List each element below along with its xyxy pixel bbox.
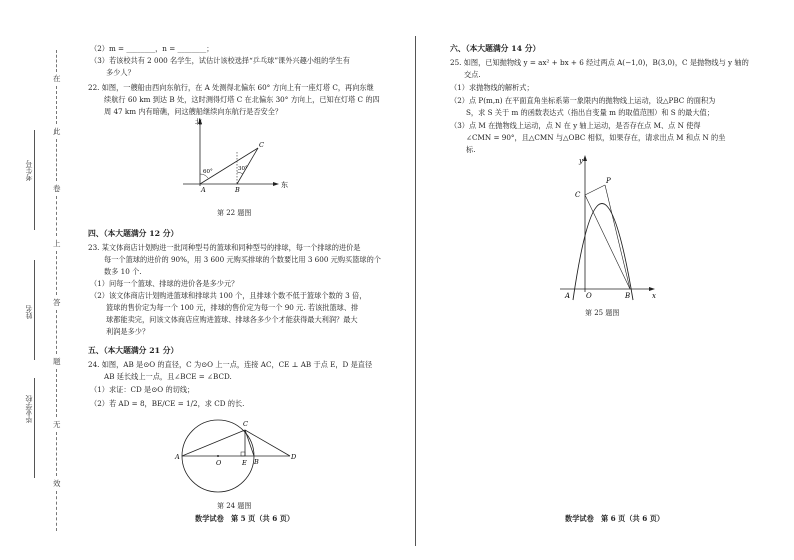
q22-line1: 22. 如图，一艘船由西向东航行，在 A 处测得北偏东 60° 方向上有一座灯塔 C，再向东继 xyxy=(88,83,374,92)
q23-part2-line2: 篮球的售价定为每一个 100 元，排球的售价定为每一个 90 元. 若该批篮球、排 xyxy=(106,303,359,312)
q25-part3-line1: （3）点 M 在抛物线上运动，点 N 在 y 轴上运动，是否存在点 M、点 N 使得 xyxy=(450,121,701,130)
margin-dash xyxy=(56,139,57,181)
angle-arc-b xyxy=(237,172,243,174)
q24-part1: （1）求证：CD 是⊙O 的切线； xyxy=(90,385,195,394)
center-dot xyxy=(217,455,219,457)
section-4-heading: 四、（本大题满分 12 分） xyxy=(88,229,179,238)
label-b: B xyxy=(254,458,259,466)
caption-fig24: 第 24 题图 xyxy=(217,502,252,510)
fill-line xyxy=(34,260,35,360)
line-cb xyxy=(245,430,254,456)
q23-line1: 23. 某文体商店计划购进一批同种型号的篮球和同种型号的排球，每一个排球的进价是 xyxy=(88,243,361,252)
label-o: O xyxy=(586,292,592,300)
x-arrow-icon xyxy=(649,287,655,291)
label-c: C xyxy=(575,191,581,199)
q25-part3-line2: ∠CMN = 90°，且△CMN 与△OBC 相似，如果存在，请求出点 M 和点 N 的坐 xyxy=(466,133,726,142)
label-school: 毕业学校 xyxy=(25,395,33,423)
label-o: O xyxy=(216,459,222,467)
margin-dash xyxy=(56,369,57,417)
label-a: A xyxy=(201,186,206,194)
label-b: B xyxy=(625,292,631,300)
q25-part3-line3: 标. xyxy=(466,145,476,154)
line-pb xyxy=(605,185,630,289)
q24-part2: （2）若 AD = 8，BE/CE = 1/2，求 CD 的长. xyxy=(90,399,245,408)
label-y: y xyxy=(579,157,583,165)
label-exam-number: 考生号 xyxy=(25,160,33,181)
line-ac xyxy=(182,430,245,456)
figure-24 xyxy=(172,412,302,497)
label-e: E xyxy=(242,459,247,467)
footer-page6: 数学试卷 第 6 页（共 6 页） xyxy=(565,514,665,523)
margin-dash xyxy=(56,86,57,124)
q23-part1: （1）问每一个篮球、排球的进价各是多少元？ xyxy=(90,279,239,288)
q23-line3: 数多 10 个. xyxy=(104,267,142,276)
q21-part3-line2: 多少人？ xyxy=(106,68,135,77)
figure-22 xyxy=(175,112,295,197)
label-c: C xyxy=(243,420,248,428)
q22-line2: 续航行 60 km 到达 B 处，这时测得灯塔 C 在北偏东 30° 方向上，已知在灯塔 C 的四 xyxy=(104,95,380,104)
margin-dash xyxy=(56,50,57,72)
figure-25 xyxy=(555,152,670,302)
page-divider xyxy=(415,36,416,546)
q22-line3: 周 47 km 内有暗礁，问这艘船继续向东航行是否安全？ xyxy=(104,107,283,116)
margin-dash xyxy=(56,491,57,531)
q25-part2-line1: （2）点 P(m,n) 在平面直角坐标系第一象限内的抛物线上运动，设△PBC 的面积为 xyxy=(450,96,716,105)
q25-line2: 交点. xyxy=(464,70,481,79)
label-d: D xyxy=(291,453,297,461)
q23-part2-line3: 球都能卖完，问该文体商店应购进篮球、排球各多少个才能获得最大利润？最大 xyxy=(106,315,358,324)
q21-part3-line1: （3）若该校共有 2 000 名学生，试估计该校选择“乒乓球”课外兴趣小组的学生有 xyxy=(90,56,350,65)
label-angle-30: 30° xyxy=(238,166,248,172)
label-x: x xyxy=(652,292,656,300)
seal-char: 题 xyxy=(53,357,61,366)
seal-char: 此 xyxy=(53,127,61,136)
y-arrow-icon xyxy=(583,155,587,161)
q25-line1: 25. 如图，已知抛物线 y = ax² + bx + 6 经过两点 A(−1,0)，B(3,0)，C 是抛物线与 y 轴的 xyxy=(450,58,749,67)
label-p: P xyxy=(606,177,611,185)
seal-char: 上 xyxy=(53,239,61,248)
q23-line2: 每一个篮球的进价的 90%，用 3 600 元购买排球的个数要比用 3 600 元购买篮球的个 xyxy=(104,255,381,264)
parabola xyxy=(573,204,633,301)
margin-dash xyxy=(56,251,57,295)
q21-part2: （2）m = ________，n = ________； xyxy=(90,44,214,53)
label-c: C xyxy=(259,141,264,149)
margin-dash xyxy=(56,432,57,476)
q23-part2-line4: 利润是多少？ xyxy=(106,327,150,336)
caption-fig25: 第 25 题图 xyxy=(585,309,620,317)
label-a: A xyxy=(565,292,571,300)
seal-char: 效 xyxy=(53,479,61,488)
label-angle-60: 60° xyxy=(203,169,213,175)
east-arrow-icon xyxy=(273,182,279,186)
section-5-heading: 五、（本大题满分 21 分） xyxy=(88,346,179,355)
fill-line xyxy=(34,130,35,230)
seal-char: 答 xyxy=(53,298,61,307)
label-b: B xyxy=(235,186,240,194)
section-6-heading: 六、（本大题满分 14 分） xyxy=(450,44,541,53)
q25-part1: （1）求抛物线的解析式； xyxy=(450,83,534,92)
line-ac xyxy=(200,148,258,184)
seal-char: 卷 xyxy=(53,184,61,193)
footer-page5: 数学试卷 第 5 页（共 6 页） xyxy=(195,514,295,523)
label-a: A xyxy=(175,453,180,461)
seal-char: 在 xyxy=(53,74,61,83)
q25-part2-line2: S，求 S 关于 m 的函数表达式（指出自变量 m 的取值范围）和 S 的最大值； xyxy=(466,108,714,117)
right-angle-mark xyxy=(241,452,245,456)
line-cp xyxy=(585,185,605,195)
label-name: 姓名 xyxy=(25,305,33,319)
q23-part2-line1: （2）该文体商店计划购进篮球和排球共 100 个，且排球个数不低于篮球个数的 3 倍， xyxy=(90,291,367,300)
caption-fig22: 第 22 题图 xyxy=(217,209,252,217)
label-north: 北 xyxy=(195,118,202,126)
label-east: 东 xyxy=(281,181,288,189)
seal-char: 无 xyxy=(53,420,61,429)
fill-line xyxy=(34,378,35,478)
line-cb xyxy=(585,195,630,289)
q24-line1: 24. 如图，AB 是⊙O 的直径，C 为⊙O 上一点，连接 AC，CE ⊥ AB 于点 E，D 是直径 xyxy=(88,360,373,369)
margin-dash xyxy=(56,196,57,236)
q24-line2: AB 延长线上一点，且∠BCE = ∠BCD. xyxy=(104,372,232,381)
margin-dash xyxy=(56,310,57,354)
